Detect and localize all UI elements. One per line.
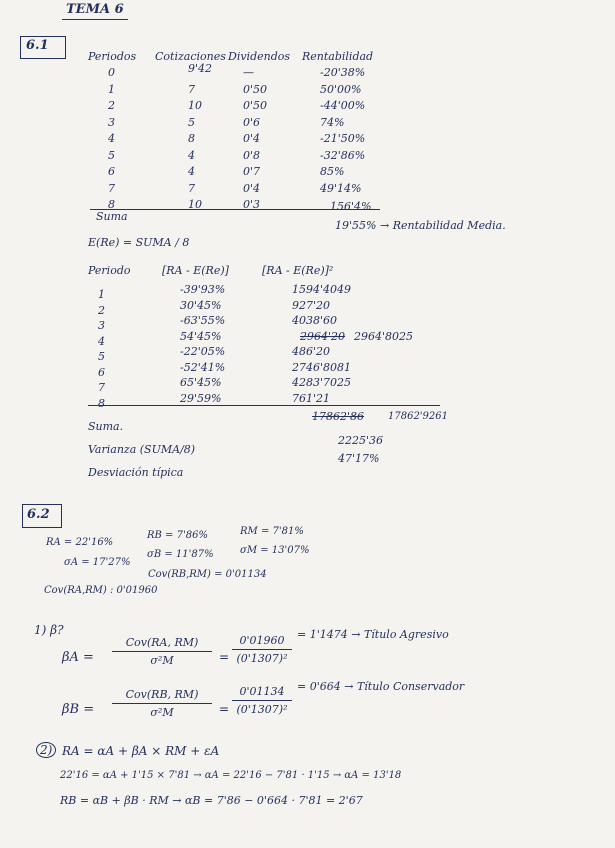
beta-a-lhs: βA = — [62, 650, 94, 665]
row-periodo: 2 — [108, 99, 115, 112]
row2-periodo: 7 — [98, 381, 105, 394]
row-cotizacion: 10 — [188, 99, 202, 112]
row-dividendo: 0'50 — [243, 99, 268, 112]
page-title: TEMA 6 — [66, 2, 124, 17]
row-periodo: 3 — [108, 115, 115, 129]
header-cotizaciones: Cotizaciones — [155, 50, 226, 63]
question-2-label: 2) — [36, 742, 56, 758]
sigma-m-value: σM = 13'07% — [240, 545, 310, 556]
row-cotizacion: 8 — [188, 132, 195, 145]
row2-squared: 2746'8081 — [292, 360, 352, 374]
desviacion-label: Desviación típica — [88, 466, 184, 479]
row2-periodo: 2 — [98, 303, 105, 317]
row-dividendo: 0'7 — [243, 165, 261, 178]
row-rentabilidad: -44'00% — [320, 99, 366, 112]
row2-squared: 4038'60 — [292, 314, 338, 327]
row-dividendo: — — [243, 66, 254, 79]
suma-label: Suma — [96, 210, 128, 223]
ra-value: RA = 22'16% — [46, 537, 114, 548]
row-periodo: 1 — [108, 82, 115, 96]
desviacion-value: 47'17% — [338, 452, 380, 465]
beta-a-fraction-values: 0'01960 (0'1307)² — [232, 634, 292, 665]
row-cotizacion: 4 — [188, 148, 195, 162]
sum-rule-2 — [88, 405, 440, 406]
row2-squared: 761'21 — [292, 391, 331, 405]
question-1-label: 1) β? — [34, 623, 64, 637]
varianza-value: 2225'36 — [338, 434, 384, 447]
row2-periodo: 3 — [98, 319, 105, 332]
row2-deviation: 65'45% — [180, 376, 222, 389]
suma-value: 156'4% — [330, 200, 372, 213]
row2-squared: 2964'8025 — [354, 329, 414, 343]
section-6-2-label: 6.2 — [27, 507, 50, 522]
row-rentabilidad: 50'00% — [320, 82, 362, 96]
row2-periodo: 4 — [98, 334, 105, 348]
row-rentabilidad: 49'14% — [320, 181, 362, 195]
row-cotizacion: 9'42 — [188, 62, 213, 75]
media-value: 19'55% — [335, 219, 377, 232]
varianza-label: Varianza (SUMA/8) — [88, 443, 196, 456]
suma2-label: Suma. — [88, 420, 124, 433]
beta-a-equals: = — [219, 650, 230, 664]
row-dividendo: 0'4 — [243, 181, 261, 195]
header-rentabilidad: Rentabilidad — [302, 50, 374, 63]
beta-b-result: = 0'664 → Título Conservador — [297, 680, 465, 693]
row-periodo: 7 — [108, 181, 115, 195]
row2-deviation: -22'05% — [180, 345, 226, 358]
equation-alpha-a: 22'16 = αA + 1'15 × 7'81 → αA = 22'16 − 7'81 · 1'15 → αA = 13'18 — [60, 770, 402, 781]
row-cotizacion: 5 — [188, 115, 195, 129]
row-periodo: 5 — [108, 148, 115, 162]
row-periodo: 0 — [108, 66, 115, 79]
row2-deviation: -52'41% — [180, 360, 226, 374]
row2-deviation: -63'55% — [180, 314, 226, 327]
media-label: → Rentabilidad Media. — [380, 219, 506, 232]
header-dividendos: Dividendos — [228, 50, 291, 63]
beta-a-fraction: Cov(RA, RM) σ²M — [112, 636, 212, 667]
beta-b-fraction-values: 0'01134 (0'1307)² — [232, 685, 292, 716]
row-rentabilidad: -32'86% — [320, 148, 366, 162]
row-periodo: 8 — [108, 198, 115, 211]
row2-periodo: 6 — [98, 365, 105, 379]
beta-a-result: = 1'1474 → Título Agresivo — [297, 628, 449, 641]
row-cotizacion: 4 — [188, 165, 195, 178]
suma2-struck: 17862'86 — [312, 410, 365, 423]
row2-periodo: 1 — [98, 288, 105, 301]
rb-value: RB = 7'86% — [147, 530, 208, 541]
row2-squared: 927'20 — [292, 298, 331, 312]
row2-periodo: 8 — [98, 396, 105, 410]
row2-squared: 486'20 — [292, 345, 331, 358]
row-dividendo: 0'4 — [243, 132, 261, 145]
row-cotizacion: 7 — [188, 82, 195, 96]
row-dividendo: 0'50 — [243, 82, 268, 96]
equation-alpha-b: RB = αB + βB · RM → αB = 7'86 − 0'664 · 7'81 = 2'67 — [60, 794, 363, 807]
row-dividendo: 0'6 — [243, 115, 261, 129]
header-periodos: Periodos — [88, 50, 137, 63]
row2-deviation: 54'45% — [180, 329, 222, 343]
row2-squared: 4283'7025 — [292, 376, 352, 389]
rm-value: RM = 7'81% — [240, 526, 304, 537]
row-periodo: 6 — [108, 165, 115, 178]
title-underline — [62, 19, 128, 20]
header-deviation: [RA - E(Re)] — [162, 264, 229, 277]
header-periodo-2: Periodo — [88, 264, 131, 277]
row-cotizacion: 7 — [188, 181, 195, 195]
sigma-b-value: σB = 11'87% — [147, 549, 214, 560]
row2-periodo: 5 — [98, 350, 105, 363]
row-cotizacion: 10 — [188, 198, 202, 211]
row2-squared-struck: 2964'20 — [300, 329, 346, 343]
row-rentabilidad: 74% — [320, 115, 345, 129]
equation-ra: RA = αA + βA × RM + εA — [62, 744, 220, 758]
header-deviation-squared: [RA - E(Re)]² — [262, 264, 334, 277]
suma2-value: 17862'9261 — [388, 411, 449, 422]
row2-deviation: 29'59% — [180, 391, 222, 405]
row2-squared: 1594'4049 — [292, 283, 352, 296]
row-rentabilidad: 85% — [320, 165, 345, 178]
row-dividendo: 0'8 — [243, 148, 261, 162]
row-dividendo: 0'3 — [243, 198, 261, 211]
beta-b-fraction: Cov(RB, RM) σ²M — [112, 688, 212, 719]
beta-b-lhs: βB = — [62, 702, 95, 717]
row-rentabilidad: -20'38% — [320, 66, 366, 79]
cov-bm-value: Cov(RB,RM) = 0'01134 — [148, 569, 267, 580]
row-periodo: 4 — [108, 132, 115, 145]
expected-return-formula: E(Re) = SUMA / 8 — [88, 236, 190, 249]
beta-b-equals: = — [219, 702, 230, 716]
row2-deviation: -39'93% — [180, 283, 226, 296]
cov-am-value: Cov(RA,RM) : 0'01960 — [44, 585, 158, 596]
row-rentabilidad: -21'50% — [320, 132, 366, 145]
row2-deviation: 30'45% — [180, 298, 222, 312]
section-6-1-label: 6.1 — [26, 38, 49, 53]
sigma-a-value: σA = 17'27% — [64, 557, 131, 568]
